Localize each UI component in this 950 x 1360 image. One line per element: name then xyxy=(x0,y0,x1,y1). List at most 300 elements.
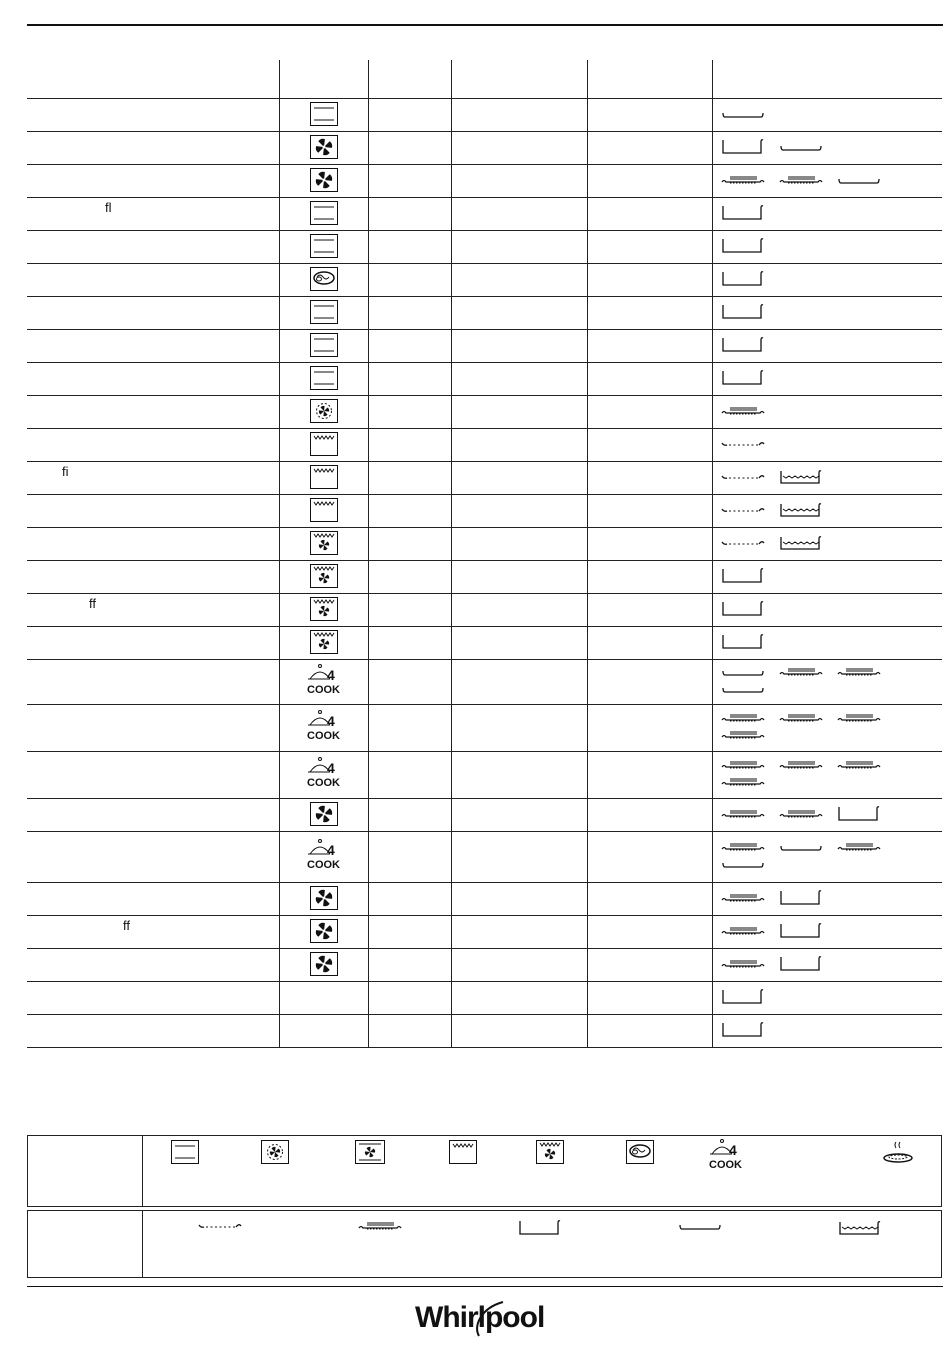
preheat-cell xyxy=(369,561,452,594)
drip-accessory-icon xyxy=(779,468,823,489)
temperature-cell xyxy=(452,297,588,330)
function-cell xyxy=(280,949,369,982)
table-row xyxy=(27,660,942,705)
duration-cell xyxy=(588,264,713,297)
pan-accessory-icon xyxy=(779,889,823,910)
recipe-cell xyxy=(27,982,280,1015)
accessories-cell xyxy=(713,462,943,495)
temperature-cell xyxy=(452,799,588,832)
legend-accessories xyxy=(27,1210,942,1278)
accessories-cell xyxy=(713,832,943,883)
function-cell xyxy=(280,429,369,462)
rack-accessory-icon xyxy=(721,807,765,824)
duration-cell xyxy=(588,297,713,330)
function-cell xyxy=(280,99,369,132)
tray-accessory-icon xyxy=(779,140,823,157)
temperature-cell xyxy=(452,462,588,495)
cooking-table xyxy=(27,60,942,1048)
header-function xyxy=(280,60,369,99)
header-duration xyxy=(588,60,713,99)
function-cell xyxy=(280,264,369,297)
pan-accessory-icon xyxy=(779,955,823,976)
svg-text:COOK: COOK xyxy=(709,1159,742,1171)
grill-icon xyxy=(310,432,338,459)
temperature-cell xyxy=(452,231,588,264)
preheat-cell xyxy=(369,799,452,832)
pan-accessory-icon xyxy=(721,303,765,324)
rack-accessory-icon xyxy=(779,758,823,775)
rack-accessory-icon xyxy=(721,775,765,792)
recipe-cell xyxy=(27,429,280,462)
pan-accessory-icon xyxy=(721,138,765,159)
temperature-cell xyxy=(452,916,588,949)
duration-cell xyxy=(588,752,713,799)
fanheat2-legend-icon xyxy=(355,1140,385,1169)
duration-cell xyxy=(588,561,713,594)
function-cell xyxy=(280,705,369,752)
function-cell xyxy=(280,594,369,627)
preheat-cell xyxy=(369,660,452,705)
preheat-cell xyxy=(369,264,452,297)
accessories-cell xyxy=(713,429,943,462)
table-row xyxy=(27,132,942,165)
recipe-cell xyxy=(27,495,280,528)
header-preheat xyxy=(369,60,452,99)
pan-accessory-icon xyxy=(721,567,765,588)
recipe-cell xyxy=(27,832,280,883)
svg-text:4: 4 xyxy=(327,759,335,776)
temperature-cell xyxy=(452,627,588,660)
preheat-cell xyxy=(369,594,452,627)
grill-icon xyxy=(310,498,338,525)
rack-accessory-icon xyxy=(779,173,823,190)
temperature-cell xyxy=(452,949,588,982)
preheat-cell xyxy=(369,982,452,1015)
recipe-cell xyxy=(27,363,280,396)
rack-accessory-icon xyxy=(721,891,765,908)
temperature-cell xyxy=(452,165,588,198)
function-cell xyxy=(280,198,369,231)
accessories-cell xyxy=(713,916,943,949)
accessories-cell xyxy=(713,627,943,660)
preheat-cell xyxy=(369,705,452,752)
temperature-cell xyxy=(452,832,588,883)
temperature-cell xyxy=(452,1015,588,1048)
function-cell xyxy=(280,495,369,528)
accessories-cell xyxy=(713,495,943,528)
preheat-cell xyxy=(369,832,452,883)
turbogrill-icon xyxy=(310,597,338,624)
accessories-cell xyxy=(713,883,943,916)
temperature-cell xyxy=(452,752,588,799)
preheat-cell xyxy=(369,330,452,363)
accessories-cell xyxy=(713,231,943,264)
table-row xyxy=(27,832,942,883)
recipe-cell xyxy=(27,99,280,132)
rack-accessory-icon xyxy=(721,758,765,775)
turbogrill-icon xyxy=(310,564,338,591)
accessories-cell xyxy=(713,297,943,330)
recipe-cell xyxy=(27,396,280,429)
accessories-cell xyxy=(713,752,943,799)
fanheat-legend-icon xyxy=(261,1140,289,1169)
pan-accessory-icon xyxy=(721,336,765,357)
duration-cell xyxy=(588,949,713,982)
preheat-cell xyxy=(369,627,452,660)
function-cell xyxy=(280,396,369,429)
duration-cell xyxy=(588,660,713,705)
pan-accessory-icon xyxy=(721,1021,765,1042)
duration-cell xyxy=(588,1015,713,1048)
svg-text:COOK: COOK xyxy=(307,729,340,742)
rack-accessory-icon xyxy=(721,924,765,941)
function-cell xyxy=(280,363,369,396)
table-row xyxy=(27,916,942,949)
legend-accessories-label xyxy=(28,1211,143,1277)
function-cell xyxy=(280,799,369,832)
preheat-cell xyxy=(369,528,452,561)
preheat-cell xyxy=(369,1015,452,1048)
recipe-cell xyxy=(27,231,280,264)
duration-cell xyxy=(588,916,713,949)
recipe-cell xyxy=(27,561,280,594)
duration-cell xyxy=(588,363,713,396)
preheat-cell xyxy=(369,231,452,264)
table-row xyxy=(27,99,942,132)
accessories-cell xyxy=(713,594,943,627)
pan-accessory-icon xyxy=(721,237,765,258)
duration-cell xyxy=(588,198,713,231)
duration-cell xyxy=(588,528,713,561)
temperature-cell xyxy=(452,561,588,594)
accessories-cell xyxy=(713,198,943,231)
tray-accessory-icon xyxy=(721,107,765,124)
function-cell xyxy=(280,832,369,883)
table-row xyxy=(27,462,942,495)
tray-accessory-icon xyxy=(721,665,765,682)
accessories-cell xyxy=(713,132,943,165)
temperature-cell xyxy=(452,264,588,297)
fan-icon xyxy=(310,886,338,913)
duration-cell xyxy=(588,799,713,832)
accessories-cell xyxy=(713,705,943,752)
cook4-icon xyxy=(306,663,342,702)
rack-accessory-icon xyxy=(837,840,881,857)
tray-accessory-icon xyxy=(721,682,765,699)
svg-text:COOK: COOK xyxy=(307,858,340,871)
fanheat-icon xyxy=(310,399,338,426)
duration-cell xyxy=(588,462,713,495)
header-temperature xyxy=(452,60,588,99)
rack-accessory-icon xyxy=(721,728,765,745)
function-cell xyxy=(280,231,369,264)
table-row xyxy=(27,752,942,799)
recipe-cell xyxy=(27,705,280,752)
duration-cell xyxy=(588,429,713,462)
recipe-cell xyxy=(27,198,280,231)
preheat-cell xyxy=(369,752,452,799)
recipe-cell xyxy=(27,916,280,949)
preheat-cell xyxy=(369,165,452,198)
conv-icon xyxy=(310,366,338,393)
meat-legend-icon xyxy=(626,1140,654,1169)
preheat-cell xyxy=(369,949,452,982)
table-row xyxy=(27,705,942,752)
pan-accessory-icon xyxy=(721,988,765,1009)
table-row xyxy=(27,949,942,982)
table-row xyxy=(27,165,942,198)
table-row xyxy=(27,231,942,264)
temperature-cell xyxy=(452,198,588,231)
tray-accessory-icon xyxy=(779,840,823,857)
accessories-cell xyxy=(713,99,943,132)
fan-icon xyxy=(310,168,338,195)
preheat-cell xyxy=(369,462,452,495)
duration-cell xyxy=(588,627,713,660)
preheat-cell xyxy=(369,916,452,949)
recipe-cell xyxy=(27,330,280,363)
preheat-cell xyxy=(369,132,452,165)
accessories-cell xyxy=(713,660,943,705)
preheat-cell xyxy=(369,396,452,429)
recipe-cell xyxy=(27,883,280,916)
turbogrill-icon xyxy=(310,531,338,558)
pan-accessory-icon xyxy=(721,204,765,225)
duration-cell xyxy=(588,330,713,363)
rack-accessory-icon xyxy=(779,807,823,824)
duration-cell xyxy=(588,594,713,627)
accessories-cell xyxy=(713,1015,943,1048)
recipe-text: fl xyxy=(105,200,112,215)
function-cell xyxy=(280,752,369,799)
conv-icon xyxy=(310,333,338,360)
accessories-cell xyxy=(713,396,943,429)
grid-accessory-icon xyxy=(721,437,765,454)
table-row xyxy=(27,594,942,627)
table-row xyxy=(27,982,942,1015)
tray-legend-icon xyxy=(678,1219,722,1238)
table-row xyxy=(27,297,942,330)
recipe-cell xyxy=(27,1015,280,1048)
drip-legend-icon xyxy=(838,1219,882,1242)
pan-accessory-icon xyxy=(721,633,765,654)
function-cell xyxy=(280,297,369,330)
temperature-cell xyxy=(452,132,588,165)
temperature-cell xyxy=(452,705,588,752)
cook4-legend-icon xyxy=(708,1138,744,1179)
table-row xyxy=(27,363,942,396)
conv-icon xyxy=(310,201,338,228)
svg-text:4: 4 xyxy=(729,1142,737,1158)
recipe-cell xyxy=(27,949,280,982)
table-row xyxy=(27,799,942,832)
table-row xyxy=(27,1015,942,1048)
recipe-cell xyxy=(27,264,280,297)
rack-accessory-icon xyxy=(721,957,765,974)
function-cell xyxy=(280,528,369,561)
recipe-text: ff xyxy=(89,596,96,611)
table-row xyxy=(27,396,942,429)
function-cell xyxy=(280,330,369,363)
pan-accessory-icon xyxy=(721,270,765,291)
rack-accessory-icon xyxy=(721,173,765,190)
top-rule xyxy=(27,24,943,26)
function-cell xyxy=(280,462,369,495)
svg-text:COOK: COOK xyxy=(307,776,340,789)
logo-wordmark: Whirlpool xyxy=(415,1301,545,1334)
rack-accessory-icon xyxy=(721,840,765,857)
function-cell xyxy=(280,982,369,1015)
recipe-cell xyxy=(27,752,280,799)
duration-cell xyxy=(588,883,713,916)
accessories-cell xyxy=(713,165,943,198)
recipe-cell xyxy=(27,132,280,165)
duration-cell xyxy=(588,99,713,132)
pan-accessory-icon xyxy=(837,805,881,826)
drip-accessory-icon xyxy=(779,534,823,555)
accessories-cell xyxy=(713,363,943,396)
fan-icon xyxy=(310,802,338,829)
preheat-cell xyxy=(369,198,452,231)
function-cell xyxy=(280,165,369,198)
fan-icon xyxy=(310,919,338,946)
temperature-cell xyxy=(452,396,588,429)
grid-accessory-icon xyxy=(721,503,765,520)
fan-icon xyxy=(310,135,338,162)
rack-accessory-icon xyxy=(779,711,823,728)
turbogrill-icon xyxy=(310,630,338,657)
rack-accessory-icon xyxy=(721,711,765,728)
function-cell xyxy=(280,1015,369,1048)
function-cell xyxy=(280,132,369,165)
pan-legend-icon xyxy=(518,1219,562,1242)
bottom-rule xyxy=(27,1286,943,1287)
temperature-cell xyxy=(452,495,588,528)
grill-icon xyxy=(310,465,338,492)
function-cell xyxy=(280,883,369,916)
temperature-cell xyxy=(452,883,588,916)
pan-accessory-icon xyxy=(721,369,765,390)
whirlpool-logo xyxy=(415,1296,557,1340)
conv-icon xyxy=(310,234,338,261)
preheat-cell xyxy=(369,883,452,916)
cook4-icon xyxy=(306,756,342,795)
function-cell xyxy=(280,916,369,949)
rack-legend-icon xyxy=(358,1219,402,1238)
svg-text:4: 4 xyxy=(327,712,335,729)
duration-cell xyxy=(588,165,713,198)
function-cell xyxy=(280,660,369,705)
pan-accessory-icon xyxy=(779,922,823,943)
table-row xyxy=(27,561,942,594)
rack-accessory-icon xyxy=(779,665,823,682)
drip-accessory-icon xyxy=(779,501,823,522)
recipe-text: fi xyxy=(62,464,69,479)
preheat-cell xyxy=(369,99,452,132)
rack-accessory-icon xyxy=(837,665,881,682)
preheat-cell xyxy=(369,429,452,462)
recipe-cell xyxy=(27,462,280,495)
recipe-cell xyxy=(27,799,280,832)
duration-cell xyxy=(588,705,713,752)
preheat-cell xyxy=(369,363,452,396)
accessories-cell xyxy=(713,528,943,561)
svg-text:COOK: COOK xyxy=(307,683,340,696)
recipe-cell xyxy=(27,594,280,627)
recipe-text: ff xyxy=(123,918,130,933)
recipe-cell xyxy=(27,660,280,705)
cook4-icon xyxy=(306,838,342,877)
conv-legend-icon xyxy=(171,1140,199,1169)
recipe-cell xyxy=(27,627,280,660)
duration-cell xyxy=(588,396,713,429)
legend-functions xyxy=(27,1135,942,1207)
temperature-cell xyxy=(452,660,588,705)
svg-text:4: 4 xyxy=(327,841,335,858)
grid-legend-icon xyxy=(198,1219,242,1238)
recipe-cell xyxy=(27,165,280,198)
rack-accessory-icon xyxy=(721,404,765,421)
conv-icon xyxy=(310,300,338,327)
preheat-cell xyxy=(369,297,452,330)
recipe-cell xyxy=(27,528,280,561)
table-row xyxy=(27,495,942,528)
duration-cell xyxy=(588,231,713,264)
cook4-icon xyxy=(306,709,342,748)
legend-functions-label xyxy=(28,1136,143,1206)
meat-icon xyxy=(310,267,338,294)
table-row xyxy=(27,883,942,916)
turbogrill-legend-icon xyxy=(536,1140,564,1169)
duration-cell xyxy=(588,832,713,883)
accessories-cell xyxy=(713,330,943,363)
table-row xyxy=(27,528,942,561)
accessories-cell xyxy=(713,799,943,832)
temperature-cell xyxy=(452,594,588,627)
recipe-cell xyxy=(27,297,280,330)
grill-legend-icon xyxy=(449,1140,477,1169)
svg-text:4: 4 xyxy=(327,666,335,683)
table-row xyxy=(27,330,942,363)
fan-icon xyxy=(310,952,338,979)
tray-accessory-icon xyxy=(721,857,765,874)
temperature-cell xyxy=(452,99,588,132)
grid-accessory-icon xyxy=(721,536,765,553)
preheat-cell xyxy=(369,495,452,528)
accessories-cell xyxy=(713,264,943,297)
table-row xyxy=(27,198,942,231)
table-header-row xyxy=(27,60,942,99)
temperature-cell xyxy=(452,429,588,462)
accessories-cell xyxy=(713,949,943,982)
crisp-legend-icon xyxy=(882,1140,914,1173)
function-cell xyxy=(280,627,369,660)
accessories-cell xyxy=(713,982,943,1015)
pan-accessory-icon xyxy=(721,600,765,621)
duration-cell xyxy=(588,495,713,528)
tray-accessory-icon xyxy=(837,173,881,190)
table-row xyxy=(27,627,942,660)
table-row xyxy=(27,429,942,462)
grid-accessory-icon xyxy=(721,470,765,487)
temperature-cell xyxy=(452,528,588,561)
rack-accessory-icon xyxy=(837,711,881,728)
header-recipe xyxy=(27,60,280,99)
accessories-cell xyxy=(713,561,943,594)
temperature-cell xyxy=(452,982,588,1015)
rack-accessory-icon xyxy=(837,758,881,775)
header-level-accessories xyxy=(713,60,943,99)
